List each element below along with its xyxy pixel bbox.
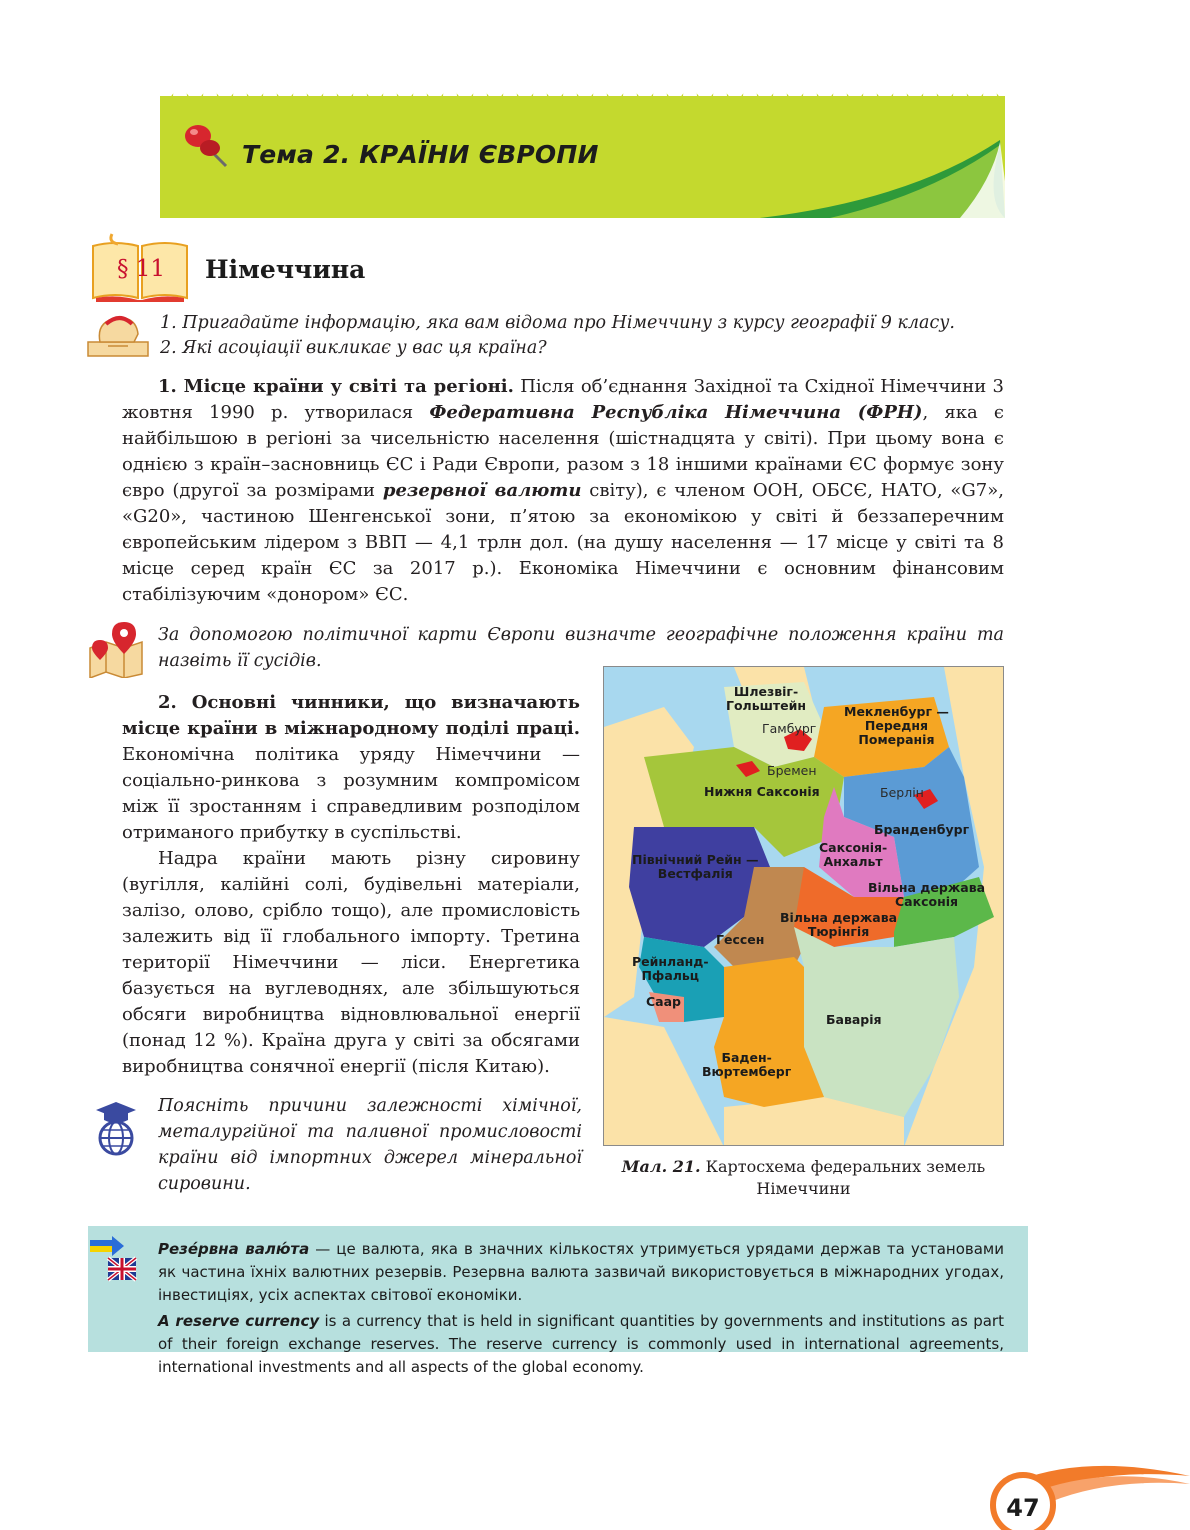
topic-title: Тема 2. КРАЇНИ ЄВРОПИ (242, 140, 599, 169)
map-label-lower-saxony: Нижня Саксонія (704, 784, 820, 799)
paragraph-2-text-b: Надра країни мають різну сировину (вугілля, калійні солі, будівельні матеріали, залізо, олово, срібло тощо), але промисловість залежить від її глобального імпорту. Третина території Німеччини — ліси. Енергетика базується на вуглеводнях, але збільшуються обсяги виробництва відновлювальної енергії (понад 12 %). Країна друга у світі за обсягами виробництва сонячної енергії (після Китаю). (122, 848, 580, 1077)
glossary-uk (158, 1238, 1004, 1307)
map-label-hesse: Гессен (716, 932, 765, 947)
paragraph-1 (122, 374, 1004, 608)
map-label-rhineland: Рейнланд- Пфальц (632, 954, 709, 983)
paragraph-1-heading: 1. Місце країни у світі та регіоні. (158, 376, 514, 397)
map-caption (603, 1156, 1004, 1200)
map-city-berlin: Берлін (880, 785, 924, 800)
glossary-en-text: is a currency that is held in significant quantities by governments and institutions as part of their foreign exchange reserves. The reserve currency is commonly used in international agreements, international investments and all aspects of the global economy. (158, 1312, 1004, 1376)
glossary-uk-term: Резе́рвна валю́та (158, 1240, 310, 1258)
paragraph-2 (122, 690, 580, 1080)
map-label-thuringia: Вільна держава Тюрінгія (780, 910, 898, 939)
banner-page-curl (760, 140, 1010, 220)
map-caption-label: Мал. 21. (621, 1157, 701, 1176)
paragraph-1-text-c: світу), є членом ООН, ОБСЄ, НАТО, «G7», «G20», частиною Шенгенської зони, п’ятою за економікою у світі й беззаперечним європейським лідером з ВВП — 4,1 трлн дол. (на душу населення — 17 місце у світі та 8 місце серед країн ЄС за 2017 р.). Економіка Німеччини є основним фінансовим стабілізуючим «донором» ЄС. (122, 480, 1004, 605)
map-label-mecklenburg: Мекленбург — Передня Померанія (844, 704, 949, 747)
section-title: Німеччина (205, 255, 366, 284)
map-label-brandenburg: Бранденбург (874, 822, 970, 837)
task-2: Поясніть причини залежності хімічної, металургійної та паливної промисловості країни від імпортних джерел мінеральної сировини. (158, 1096, 582, 1194)
map-label-bavaria: Баварія (826, 1012, 882, 1027)
map-label-baden: Баден- Вюртемберг (702, 1050, 792, 1079)
glossary-en (158, 1310, 1004, 1379)
map-label-nrw: Північний Рейн — Вестфалія (632, 852, 759, 881)
map-city-bremen: Бремен (767, 763, 817, 778)
section-number: § 11 (116, 256, 166, 282)
ua-uk-flags-icon (90, 1236, 138, 1282)
paragraph-2-heading: 2. Основні чинники, що визначають місце країни в міжнародному поділі праці. (122, 692, 580, 739)
pushpin-icon (182, 122, 232, 170)
question-2: 2. Які асоціації викликає у вас ця країна? (160, 338, 547, 358)
term-reserve-currency: резервної валюти (382, 480, 582, 501)
map-caption-text: Картосхема федеральних земель Німеччини (700, 1157, 986, 1198)
paragraph-1-text-a: Після об’єднання Західної та Східної Німеччини 3 жовтня 1990 р. утворилася (122, 376, 1004, 423)
map-pin-icon (86, 620, 146, 678)
paragraph-1-text-b: , яка є найбільшою в регіоні за чисельністю населення (шістнадцята у світі). При цьому вона є однією з країн–засновниць ЄС і Ради Європи, разом з 18 іншими країнами ЄС формує зону євро (другої за розмірами (122, 402, 1004, 501)
germany-map (603, 666, 1004, 1146)
thinking-head-icon (86, 312, 150, 358)
question-1: 1. Пригадайте інформацію, яка вам відома про Німеччину з курсу географії 9 класу. (160, 313, 955, 333)
warmup-questions (160, 311, 1000, 361)
task-1: За допомогою політичної карти Європи визначте географічне положення країни та назвіть її сусідів. (158, 625, 1004, 671)
term-frn: Федеративна Республіка Німеччина (ФРН) (429, 402, 923, 423)
graduation-globe-icon (92, 1100, 140, 1156)
map-label-saxony: Вільна держава Саксонія (868, 880, 986, 909)
map-city-hamburg: Гамбург (762, 721, 817, 736)
page-number: 47 (1006, 1494, 1040, 1522)
glossary-en-term: A reserve currency (158, 1312, 320, 1330)
map-label-schleswig: Шлезвіг- Гольштейн (726, 684, 807, 713)
glossary-uk-text: — це валюта, яка в значних кількостях утримується урядами держав та установами як частина їхніх валютних резервів. Резервна валюта зазвичай використовується в міжнародних угодах, інвестиціях, усіх аспектах світової економіки. (158, 1240, 1004, 1304)
map-label-saxony-anhalt: Саксонія- Анхальт (819, 840, 888, 869)
map-label-saar: Саар (646, 994, 681, 1009)
paragraph-2-text-a: Економічна політика уряду Німеччини — соціально-ринкова з розумним компромісом між її зростанням і справедливим розподілом отриманого прибутку в суспільстві. (122, 744, 580, 843)
